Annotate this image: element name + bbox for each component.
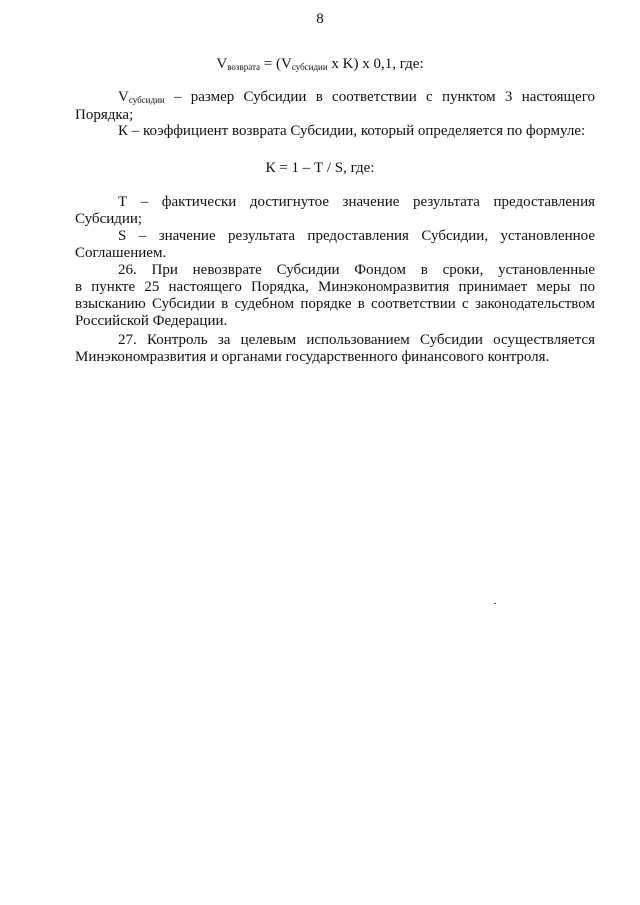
formula-v-subscript: возврата bbox=[227, 62, 261, 72]
item-27 bbox=[75, 332, 595, 366]
s-definition-line-1: S – значение результата предоставления Субсидии, установленное bbox=[118, 228, 595, 244]
formula-v: V bbox=[216, 56, 228, 72]
scan-speck bbox=[494, 603, 496, 604]
item-26 bbox=[75, 262, 595, 330]
vsub-subscript: субсидии bbox=[128, 95, 165, 105]
item-26-line-2: в пункте 25 настоящего Порядка, Минэкономразвития принимает меры по bbox=[75, 279, 595, 295]
t-definition-line-1: Т – фактически достигнутое значение результата предоставления bbox=[118, 194, 595, 210]
item-26-line-3: взысканию Субсидии в судебном порядке в соответствии с законодательством bbox=[75, 296, 595, 312]
k-definition-text: К – коэффициент возврата Субсидии, который определяется по формуле: bbox=[118, 123, 586, 139]
item-26-line-1: 26. При невозврате Субсидии Фондом в сроки, установленные bbox=[118, 262, 595, 278]
vsub-definition bbox=[75, 89, 595, 124]
formula-subsidy-subscript: субсидии bbox=[291, 62, 328, 72]
s-definition-line-2: Соглашением. bbox=[75, 245, 167, 261]
item-27-line-1: 27. Контроль за целевым использованием Субсидии осуществляется bbox=[118, 332, 595, 348]
item-27-line-2: Минэкономразвития и органами государственного финансового контроля. bbox=[75, 349, 550, 365]
vsub-definition-line-2: Порядка; bbox=[75, 107, 134, 123]
t-definition-line-2: Субсидии; bbox=[75, 211, 143, 227]
formula-eq-open: = (V bbox=[260, 56, 292, 72]
t-definition bbox=[75, 194, 595, 228]
vsub-definition-line-1 bbox=[75, 89, 595, 107]
item-26-line-4: Российской Федерации. bbox=[75, 313, 228, 329]
vsub-v: V bbox=[118, 89, 129, 105]
formula-tail: x K) x 0,1, где: bbox=[327, 56, 424, 72]
k-definition bbox=[75, 123, 595, 140]
return-amount-formula bbox=[0, 56, 640, 73]
vsub-line-1-text: – размер Субсидии в соответствии с пунктом 3 настоящего bbox=[164, 89, 595, 105]
s-definition bbox=[75, 228, 595, 262]
page-number: 8 bbox=[316, 11, 324, 27]
coefficient-formula: К = 1 – Т / S, где: bbox=[265, 160, 375, 176]
